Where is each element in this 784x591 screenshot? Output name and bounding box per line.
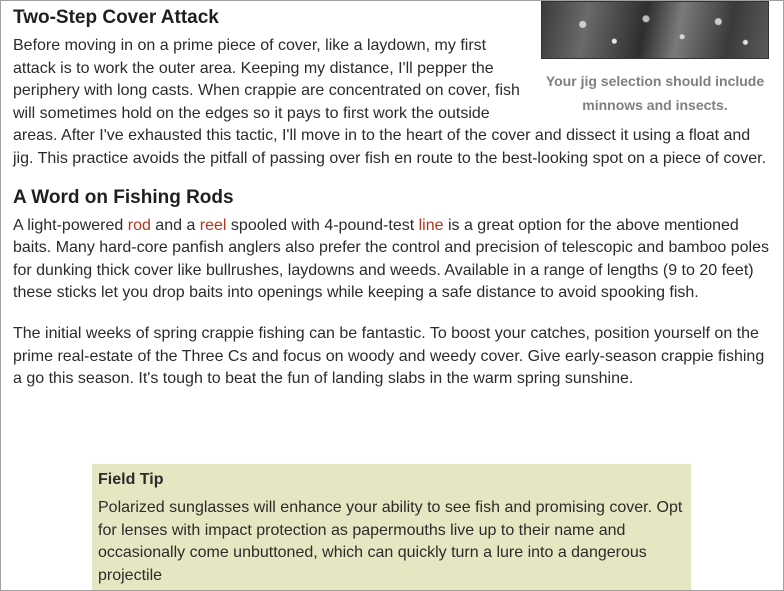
figure-caption: Your jig selection should include minnows and insects. [545,73,765,113]
cover-attack-paragraph: Before moving in on a prime piece of cover, like a laydown, my first attack is to work the outer area. Keeping my distance, I'll pepper the periphery with long casts. When crappie are concentrated on cover, fish will sometimes hold on the edges so it pays to first work the outside areas. After I've exhausted this tactic, I'll move in to the heart of the cover and dissect it using a float and jig. This practice avoids the pitfall of passing over fish en route to the best-looking spot on a piece of cover. [13,37,767,167]
rods-text-2: and a [150,216,200,234]
rods-text-4: is a great option for the above mentioned baits. Many hard-core panfish anglers also prefer the control and precision of telescopic and bamboo poles for dunking thick cover like bullrushes, laydowns and weeds. Available in a range of lengths (9 to 20 feet) these sticks let you drop baits into openings while keeping a safe distance to avoid spooking fish. [13,216,769,302]
section-heading-fishing-rods: A Word on Fishing Rods [13,186,234,208]
spring-crappie-paragraph: The initial weeks of spring crappie fishing can be fantastic. To boost your catches, position yourself on the prime real-estate of the Three Cs and focus on woody and weedy cover. Give early-season crappie fishing a go this season. It's tough to beat the fun of landing slabs in the warm spring sunshine. [13,324,765,388]
figure [541,1,769,117]
field-tip-box [92,464,691,591]
reel-link[interactable]: reel [199,216,227,234]
field-tip-text: Polarized sunglasses will enhance your ability to see fish and promising cover. Opt for lenses with impact protection as papermouths live up to their name and occasionally come unbuttoned, which can quickly turn a lure into a dangerous projectile [98,499,683,584]
rods-text-3: spooled with 4-pound-test [226,216,419,234]
rod-link[interactable]: rod [127,216,151,234]
section-heading-cover-attack: Two-Step Cover Attack [13,7,219,28]
article-content [13,1,769,391]
jig-photo [541,1,769,59]
rods-text-1: A light-powered [13,216,128,234]
field-tip-title: Field Tip [98,471,164,488]
fishing-rods-paragraph [13,215,769,305]
line-link[interactable]: line [418,216,444,234]
